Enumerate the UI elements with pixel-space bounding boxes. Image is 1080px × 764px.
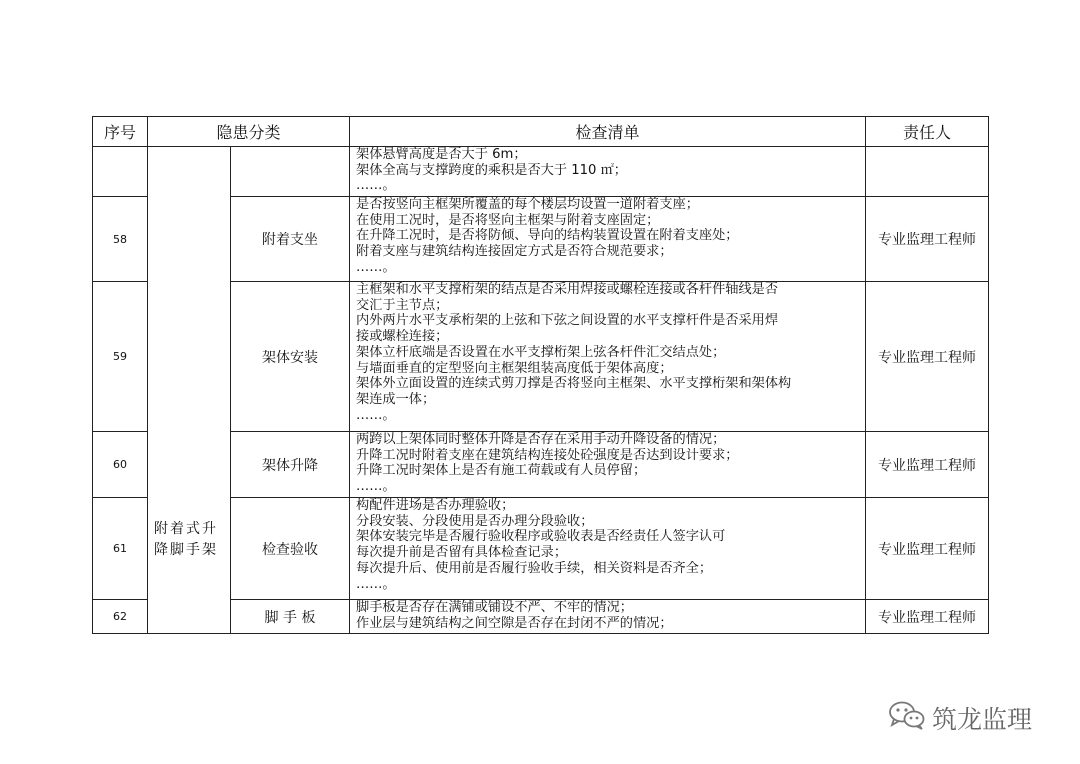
checklist-item: 在升降工况时，是否将防倾、导向的结构装置设置在附着支座处； [356,228,739,244]
checklist-item: ……。 [356,259,396,275]
row-number: 61 [93,498,148,600]
checklist-item: 是否按竖向主框架所覆盖的每个楼层均设置一道附着支座； [356,197,699,212]
row-responsible [866,147,989,197]
header-checklist: 检查清单 [350,117,866,147]
header-responsible: 责任人 [866,117,989,147]
checklist-item: 架体全高与支撑跨度的乘积是否大于 110 ㎡； [356,162,627,178]
checklist-item: 架体外立面设置的连续式剪刀撑是否将竖向主框架、水平支撑桁架和架体构 [356,376,792,392]
checklist-item: 主框架和水平支撑桁架的结点是否采用焊接或螺栓连接或各杆件轴线是否 [356,282,779,297]
checklist-item: ……。 [356,407,396,423]
checklist-item: 内外两片水平支承桁架的上弦和下弦之间设置的水平支撑杆件是否采用焊 [356,313,779,329]
row-category: 附着支坐 [231,197,350,282]
row-category: 架体安装 [231,282,350,432]
checklist-item: 分段安装、分段使用是否办理分段验收； [356,513,594,529]
wechat-icon [888,700,932,736]
row-number [93,147,148,197]
checklist-item: 构配件进场是否办理验收； [356,498,515,513]
checklist-item: 交汇于主节点； [356,297,449,313]
row-category [231,147,350,197]
row-number: 60 [93,432,148,498]
row-items [350,600,866,634]
checklist-item: 升降工况时附着支座在建筑结构连接处砼强度是否达到设计要求； [356,447,739,463]
header-seq: 序号 [93,117,148,147]
watermark [888,700,1032,736]
row-responsible: 专业监理工程师 [866,432,989,498]
checklist-item: 架体悬臂高度是否大于 6m； [356,147,527,162]
row-category: 架体升降 [231,432,350,498]
row-items [350,282,866,432]
checklist-item: 附着支座与建筑结构连接固定方式是否符合规范要求； [356,244,673,260]
row-items [350,147,866,197]
checklist-item: 接或螺栓连接； [356,329,449,345]
checklist-item: 每次提升前是否留有具体检查记录； [356,545,568,561]
table-row [93,147,989,197]
group-category-label: 附着式升降脚手架 [154,521,218,558]
checklist-item: ……。 [356,178,396,194]
checklist-item: 脚手板是否存在满铺或铺设不严、不牢的情况； [356,600,633,615]
checklist-item: 每次提升后、使用前是否履行验收手续，相关资料是否齐全； [356,560,713,576]
checklist-item: ……。 [356,479,396,495]
checklist-item: 与墙面垂直的定型竖向主框架组装高度低于架体高度； [356,360,673,376]
row-responsible: 专业监理工程师 [866,197,989,282]
row-responsible: 专业监理工程师 [866,498,989,600]
checklist-item: 作业层与建筑结构之间空隙是否存在封闭不严的情况； [356,615,673,631]
row-items [350,432,866,498]
table-header-row [93,117,989,147]
row-number: 58 [93,197,148,282]
checklist-item: 架体安装完毕是否履行验收程序或验收表是否经责任人签字认可 [356,529,726,545]
row-responsible: 专业监理工程师 [866,600,989,634]
group-category [148,147,231,634]
checklist-item: 架体立杆底端是否设置在水平支撑桁架上弦各杆件汇交结点处； [356,344,726,360]
row-items [350,498,866,600]
row-category: 检查验收 [231,498,350,600]
checklist-item: 在使用工况时，是否将竖向主框架与附着支座固定； [356,212,660,228]
row-responsible: 专业监理工程师 [866,282,989,432]
row-number: 62 [93,600,148,634]
header-category: 隐患分类 [148,117,350,147]
checklist-item: 架连成一体； [356,391,436,407]
row-items [350,197,866,282]
row-number: 59 [93,282,148,432]
watermark-text: 筑龙监理 [932,705,1033,734]
checklist-item: ……。 [356,576,396,592]
row-category: 脚 手 板 [231,600,350,634]
hazard-checklist-table [92,116,989,634]
checklist-item: 两跨以上架体同时整体升降是否存在采用手动升降设备的情况； [356,432,726,447]
checklist-item: 升降工况时架体上是否有施工荷载或有人员停留； [356,463,647,479]
